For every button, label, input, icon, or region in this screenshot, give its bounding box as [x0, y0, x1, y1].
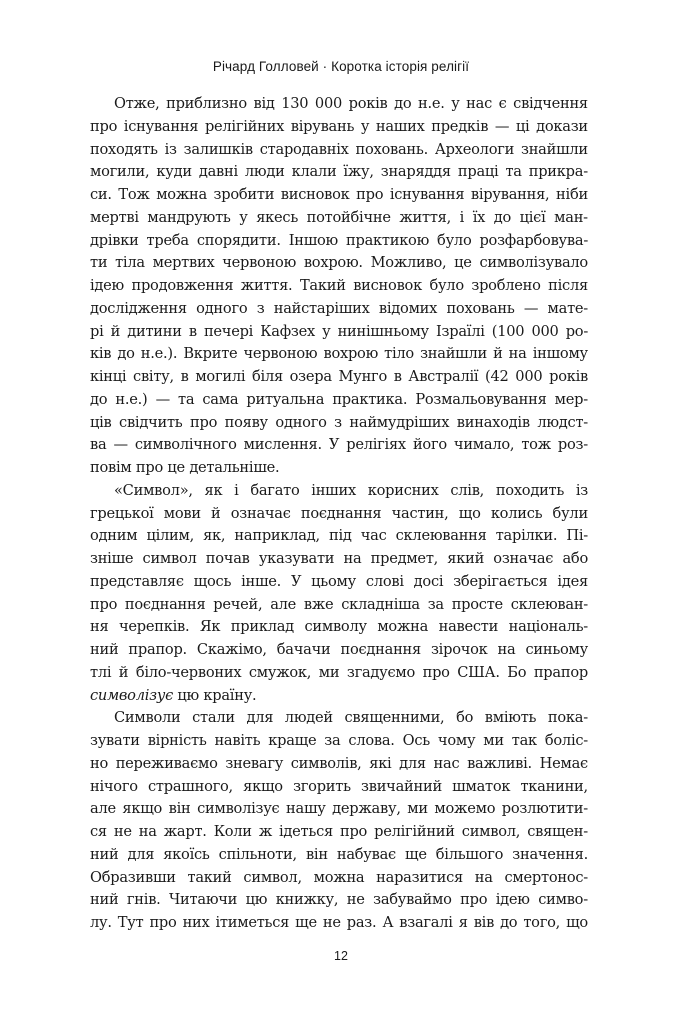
text-line: про поєднання речей, але вже складніша за просте склеюван-	[90, 595, 588, 613]
text-line: ний для якоїсь спільноти, він набуває ще більшого значення.	[90, 845, 588, 863]
text-line: ся не на жарт. Коли ж ідеться про релігійний символ, священ-	[90, 823, 588, 840]
text-line: зувати вірність навіть краще за слова. Ось чому ми так боліс-	[90, 732, 588, 749]
text-line: ний гнів. Читаючи цю книжку, не забуваймо про ідею симво-	[90, 891, 588, 909]
page-number: 12	[334, 949, 348, 963]
text-line: ців свідчить про появу одного з наймудріших винаходів людст-	[90, 413, 588, 431]
text-line: повім про це детальніше.	[90, 459, 280, 476]
text-line: ня черепків. Як приклад символу можна навести національ-	[90, 618, 588, 636]
text-line: представляє щось інше. У цьому слові досі зберігається ідея	[90, 572, 588, 590]
text-line: ти тіла мертвих червоною вохрою. Можливо, це символізувало	[90, 254, 588, 272]
text-line: дослідження одного з найстаріших відомих поховань — мате-	[90, 299, 588, 317]
text-line: си. Тож можна зробити висновок про існування вірування, ніби	[90, 186, 588, 203]
text-line: Образивши такий символ, можна наразитися на смертонос-	[90, 868, 588, 886]
text-line: Символи стали для людей священними, бо вміють пока-	[114, 709, 588, 727]
text-line: но переживаємо зневагу символів, які для нас важливі. Немає	[90, 754, 588, 772]
paragraph-1	[90, 93, 588, 480]
text-line: тлі й біло-червоних смужок, ми згадуємо про США. Бо прапор	[90, 663, 588, 681]
text-line: мертві мандрують у якесь потойбічне життя, і їх до цієї ман-	[90, 208, 588, 226]
text-line: походять із залишків стародавніх поховань. Археологи знайшли	[90, 140, 588, 158]
text-line: лу. Тут про них ітиметься ще не раз. А взагалі я вів до того, що	[90, 914, 588, 931]
text-line: грецької мови й означає поєднання частин, що колись були	[90, 504, 588, 522]
text-line: рі й дитини в печері Кафзех у нинішньому Ізраїлі (100 000 ро-	[90, 322, 588, 340]
text-line: «Символ», як і багато інших корисних слів, походить із	[114, 481, 588, 499]
running-head: Річард Голловей · Коротка історія релігії	[212, 59, 470, 74]
text-line: про існування релігійних вірувань у наших предків — ці докази	[90, 117, 588, 135]
text-line: дрівки треба спорядити. Іншою практикою було розфарбовува-	[90, 231, 588, 249]
text-line: до н.е.) — та сама ритуальна практика. Розмальовування мер-	[90, 390, 588, 408]
text-line: але якщо він символізує нашу державу, ми можемо розлютити-	[90, 800, 588, 818]
text-line: ва — символічного мислення. У релігіях його чимало, тож роз-	[90, 436, 588, 454]
text-line: зніше символ почав указувати на предмет, який означає або	[90, 550, 588, 567]
text-line-last	[90, 685, 588, 708]
text-line: Отже, приблизно від 130 000 років до н.е. у нас є свідчення	[114, 95, 588, 112]
text-line: ний прапор. Скажімо, бачачи поєднання зірочок на синьому	[90, 641, 588, 658]
text-line: могили, куди давні люди клали їжу, знаряддя праці та прикра-	[90, 163, 588, 181]
emphasized-word: символізує	[90, 686, 174, 704]
text-run: цю країну.	[177, 686, 257, 704]
text-line: кінці світу, в могилі біля озера Мунго в Австралії (42 000 років	[90, 368, 588, 385]
text-line: нічого страшного, якщо згорить звичайний шматок тканини,	[90, 777, 588, 795]
paragraph-2	[90, 480, 588, 708]
text-line: ків до н.е.). Вкрите червоною вохрою тіло знайшли й на іншому	[90, 345, 588, 363]
paragraph-3	[90, 707, 588, 935]
body-text	[90, 93, 588, 935]
text-line: ідею продовження життя. Такий висновок було зроблено після	[90, 277, 588, 294]
text-line: одним цілим, як, наприклад, під час склеювання тарілки. Пі-	[90, 527, 588, 545]
